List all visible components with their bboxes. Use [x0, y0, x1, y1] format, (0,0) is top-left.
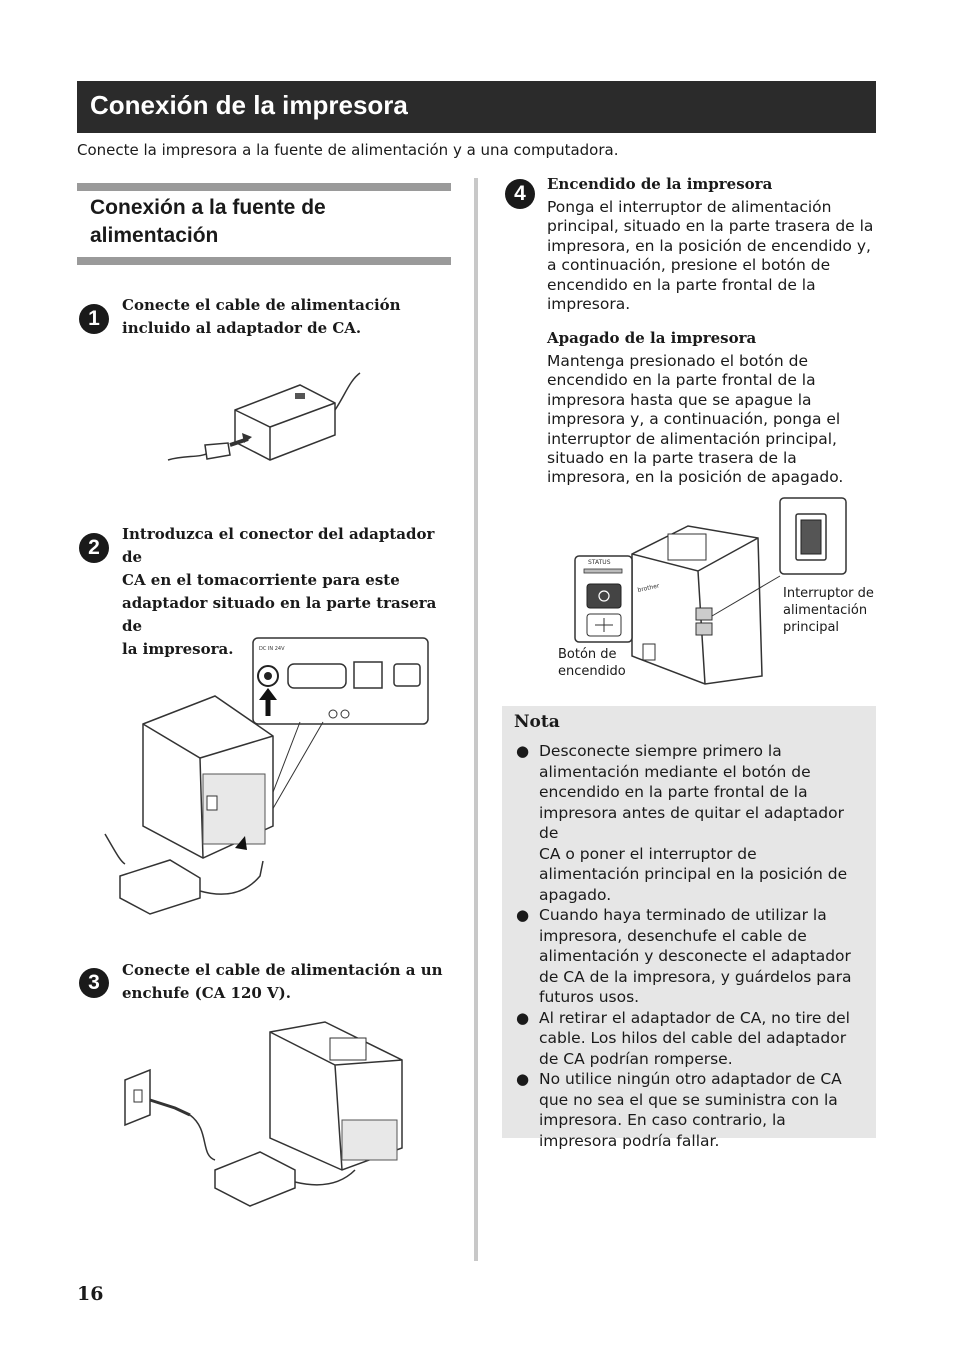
note-item: ● Al retirar el adaptador de CA, no tire del cable. Los hilos del cable del adaptador de CA podrían romperse. [516, 1008, 850, 1068]
step-3-number: 3 [79, 968, 109, 998]
dc-in-port-label: DC IN 24V [259, 646, 285, 652]
power-on-text: Ponga el interruptor de alimentación principal, situado en la parte trasera de la impresora, en la posición de encendido y, a continuación, presione el botón de encendido en la parte frontal de la impresora. [547, 198, 874, 314]
status-label: STATUS [588, 559, 611, 566]
page-number: 16 [77, 1283, 104, 1305]
step-2-text: Introduzca el conector del adaptador de CA en el tomacorriente para este adaptador situado en la parte trasera de la impresora. [122, 525, 437, 658]
step-1-number: 1 [79, 304, 109, 334]
note-item: ● No utilice ningún otro adaptador de CA que no sea el que se suministra con la impresora. En caso contrario, la impresora podría fallar. [516, 1070, 842, 1150]
section-title: Conexión a la fuente de alimentación [90, 196, 326, 247]
bullet-icon: ● [516, 1070, 530, 1088]
intro-text: Conecte la impresora a la fuente de alimentación y a una computadora. [77, 141, 619, 159]
note-title: Nota [514, 712, 560, 732]
note-list [516, 741, 868, 1151]
power-button-caption: Botón de encendido [558, 647, 626, 679]
note-item: ● Desconecte siempre primero la alimentación mediante el botón de encendido en la parte frontal de la impresora antes de quitar el adaptador de CA o poner el interruptor de alimentación principal en la posición de apagado. [516, 742, 848, 904]
chapter-title-bar [77, 81, 876, 133]
section-rule-top [77, 183, 451, 191]
power-off-heading: Apagado de la impresora [547, 329, 757, 347]
bullet-icon: ● [516, 742, 530, 760]
note-item: ● Cuando haya terminado de utilizar la impresora, desenchufe el cable de alimentación y desconecte el adaptador de CA de la impresora, y guárdelos para futuros usos. [516, 906, 852, 1006]
printer-rear-connection-illustration [95, 636, 435, 918]
step-2-number: 2 [79, 533, 109, 563]
main-switch-caption: Interruptor de alimentación principal [783, 586, 874, 635]
brand-label: brother [636, 582, 661, 594]
chapter-title: Conexión de la impresora [90, 90, 408, 120]
power-on-heading: Encendido de la impresora [547, 175, 773, 193]
ac-adapter-illustration [160, 365, 370, 475]
step-4-number: 4 [505, 179, 535, 209]
column-divider [474, 178, 478, 1261]
section-rule-bottom [77, 257, 451, 265]
power-off-text: Mantenga presionado el botón de encendido en la parte frontal de la impresora hasta que se apague la impresora y, a continuación, ponga el interruptor de alimentación principal, situado en la parte trasera de la impresora, en la posición de apagado. [547, 352, 844, 487]
bullet-icon: ● [516, 906, 530, 924]
step-3-text: Conecte el cable de alimentación a un enchufe (CA 120 V). [122, 961, 443, 1002]
bullet-icon: ● [516, 1008, 530, 1027]
wall-outlet-connection-illustration [120, 1020, 410, 1210]
step-1-text: Conecte el cable de alimentación incluido al adaptador de CA. [122, 296, 401, 337]
